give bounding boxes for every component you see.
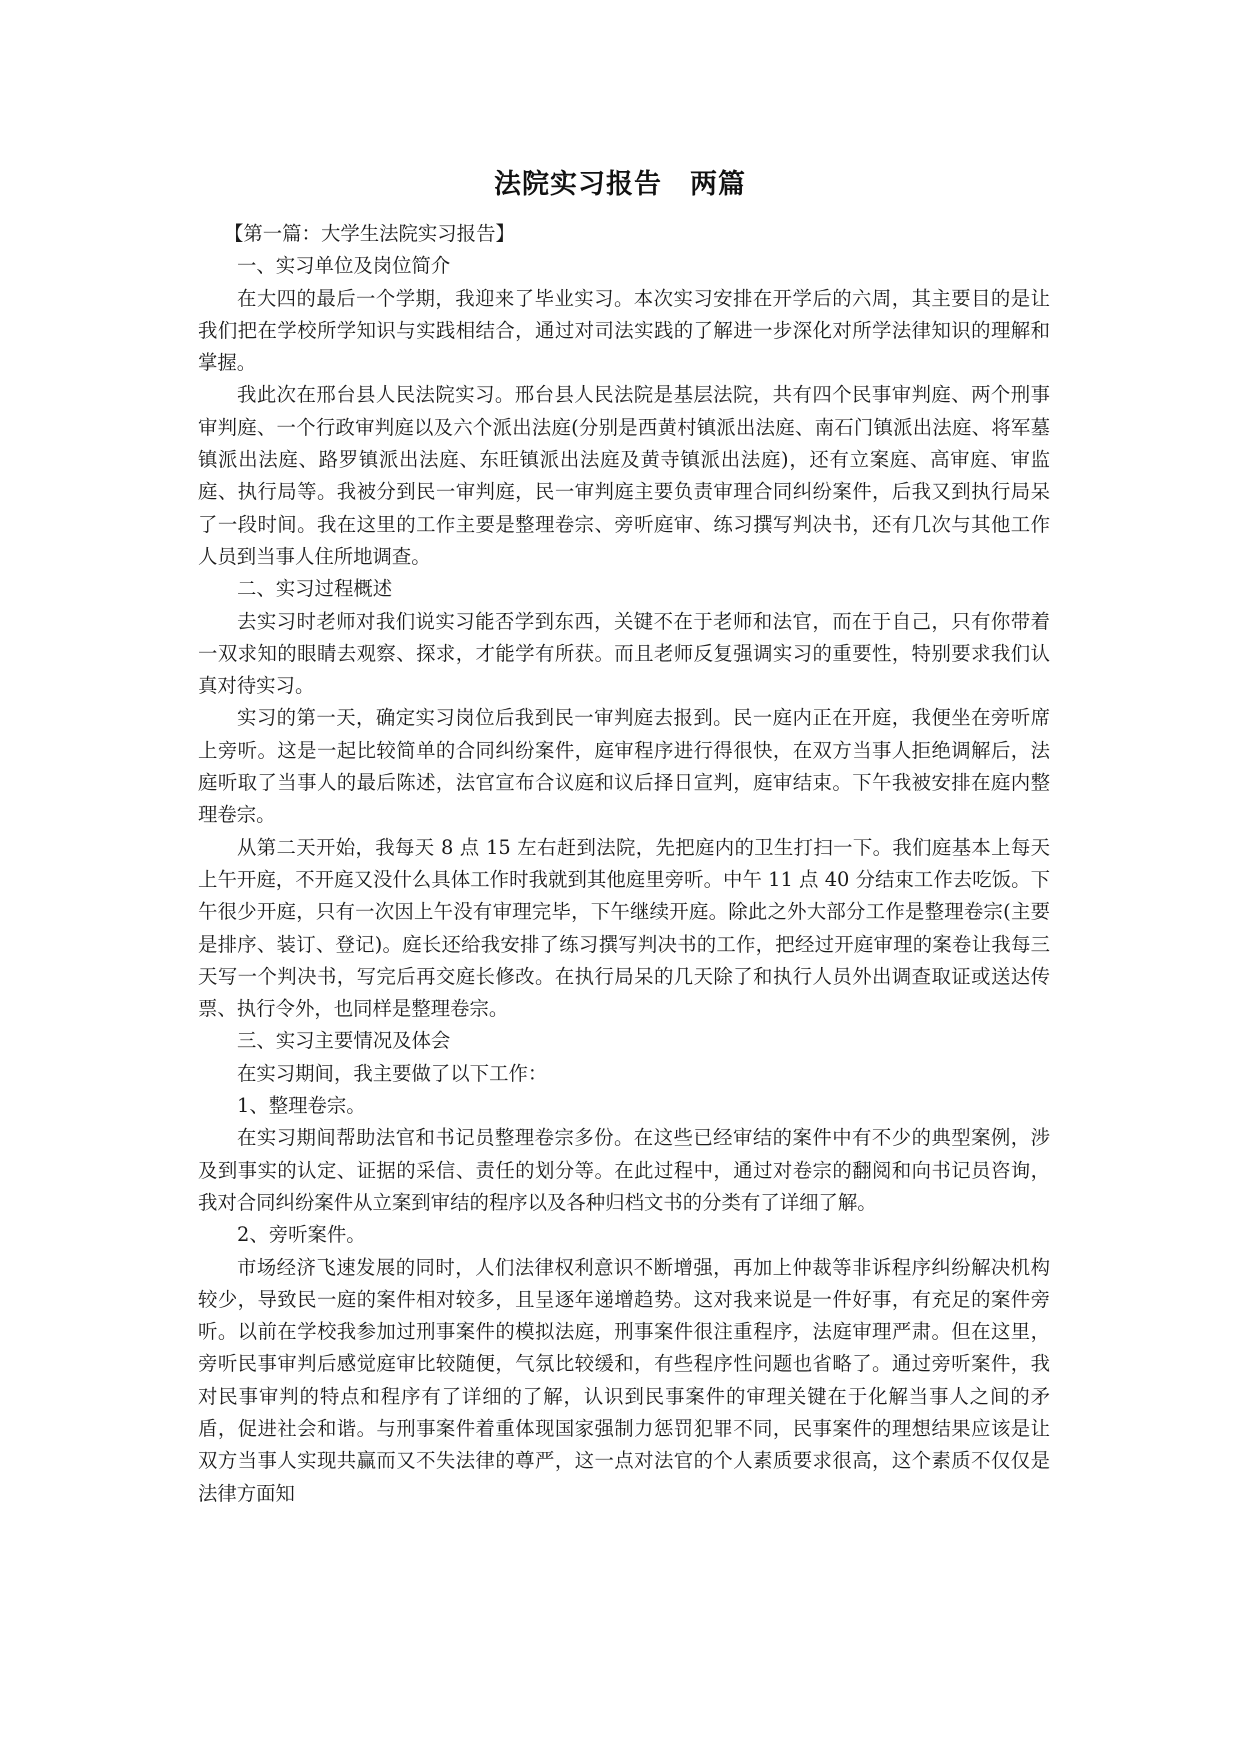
- item-heading-1: 1、整理卷宗。: [237, 1094, 366, 1118]
- section-heading-3: 三、实习主要情况及体会: [237, 1029, 451, 1053]
- part-heading: 【第一篇：大学生法院实习报告】: [224, 222, 515, 245]
- section-heading-1: 一、实习单位及岗位简介: [237, 254, 451, 278]
- paragraph: 在实习期间，我主要做了以下工作：: [237, 1061, 548, 1085]
- document-title: 法院实习报告 两篇: [494, 169, 746, 200]
- paragraph: 实习的第一天，确定实习岗位后我到民一审判庭去报到。民一庭内正在开庭，我便坐在旁听席上旁听。这是一起比较简单的合同纠纷案件，庭审程序进行得很快，在双方当事人拒绝调解后，法庭听取了当事人的最后陈述，法官宣布合议庭和议后择日宣判，庭审结束。下午我被安排在庭内整理卷宗。: [198, 706, 1050, 827]
- document-body: [198, 218, 1050, 1510]
- paragraph: 市场经济飞速发展的同时，人们法律权利意识不断增强，再加上仲裁等非诉程序纠纷解决机构较少，导致民一庭的案件相对较多，且呈逐年递增趋势。这对我来说是一件好事，有充足的案件旁听。以前在学校我参加过刑事案件的模拟法庭，刑事案件很注重程序，法庭审理严肃。但在这里，旁听民事审判后感觉庭审比较随便，气氛比较缓和，有些程序性问题也省略了。通过旁听案件，我对民事审判的特点和程序有了详细的了解，认识到民事案件的审理关键在于化解当事人之间的矛盾，促进社会和谐。与刑事案件着重体现国家强制力惩罚犯罪不同，民事案件的理想结果应该是让双方当事人实现共赢而又不失法律的尊严，这一点对法官的个人素质要求很高，这个素质不仅仅是法律方面知: [198, 1255, 1050, 1505]
- paragraph: 从第二天开始，我每天 8 点 15 左右赶到法院，先把庭内的卫生打扫一下。我们庭基本上每天上午开庭，不开庭又没什么具体工作时我就到其他庭里旁听。中午 11 点 40 分结束工作去吃饭。下午很少开庭，只有一次因上午没有审理完毕，下午继续开庭。除此之外大部分工作是整理卷宗(主要是排序、装订、登记)。庭长还给我安排了练习撰写判决书的工作，把经过开庭审理的案卷让我每三天写一个判决书，写完后再交庭长修改。在执行局呆的几天除了和执行人员外出调查取证或送达传票、执行令外，也同样是整理卷宗。: [198, 835, 1050, 1021]
- paragraph: 在大四的最后一个学期，我迎来了毕业实习。本次实习安排在开学后的六周，其主要目的是让我们把在学校所学知识与实践相结合，通过对司法实践的了解进一步深化对所学法律知识的理解和掌握。: [198, 286, 1050, 375]
- paragraph: 去实习时老师对我们说实习能否学到东西，关键不在于老师和法官，而在于自己，只有你带着一双求知的眼睛去观察、探求，才能学有所获。而且老师反复强调实习的重要性，特别要求我们认真对待实习。: [198, 609, 1050, 698]
- section-heading-2: 二、实习过程概述: [237, 577, 393, 601]
- paragraph: 我此次在邢台县人民法院实习。邢台县人民法院是基层法院，共有四个民事审判庭、两个刑事审判庭、一个行政审判庭以及六个派出法庭(分别是西黄村镇派出法庭、南石门镇派出法庭、将军墓镇派出法庭、路罗镇派出法庭、东旺镇派出法庭及黄寺镇派出法庭)，还有立案庭、高审庭、审监庭、执行局等。我被分到民一审判庭，民一审判庭主要负责审理合同纠纷案件，后我又到执行局呆了一段时间。我在这里的工作主要是整理卷宗、旁听庭审、练习撰写判决书，还有几次与其他工作人员到当事人住所地调查。: [198, 383, 1050, 568]
- item-heading-2: 2、旁听案件。: [237, 1223, 366, 1247]
- paragraph: 在实习期间帮助法官和书记员整理卷宗多份。在这些已经审结的案件中有不少的典型案例，涉及到事实的认定、证据的采信、责任的划分等。在此过程中，通过对卷宗的翻阅和向书记员咨询，我对合同纠纷案件从立案到审结的程序以及各种归档文书的分类有了详细了解。: [198, 1126, 1050, 1214]
